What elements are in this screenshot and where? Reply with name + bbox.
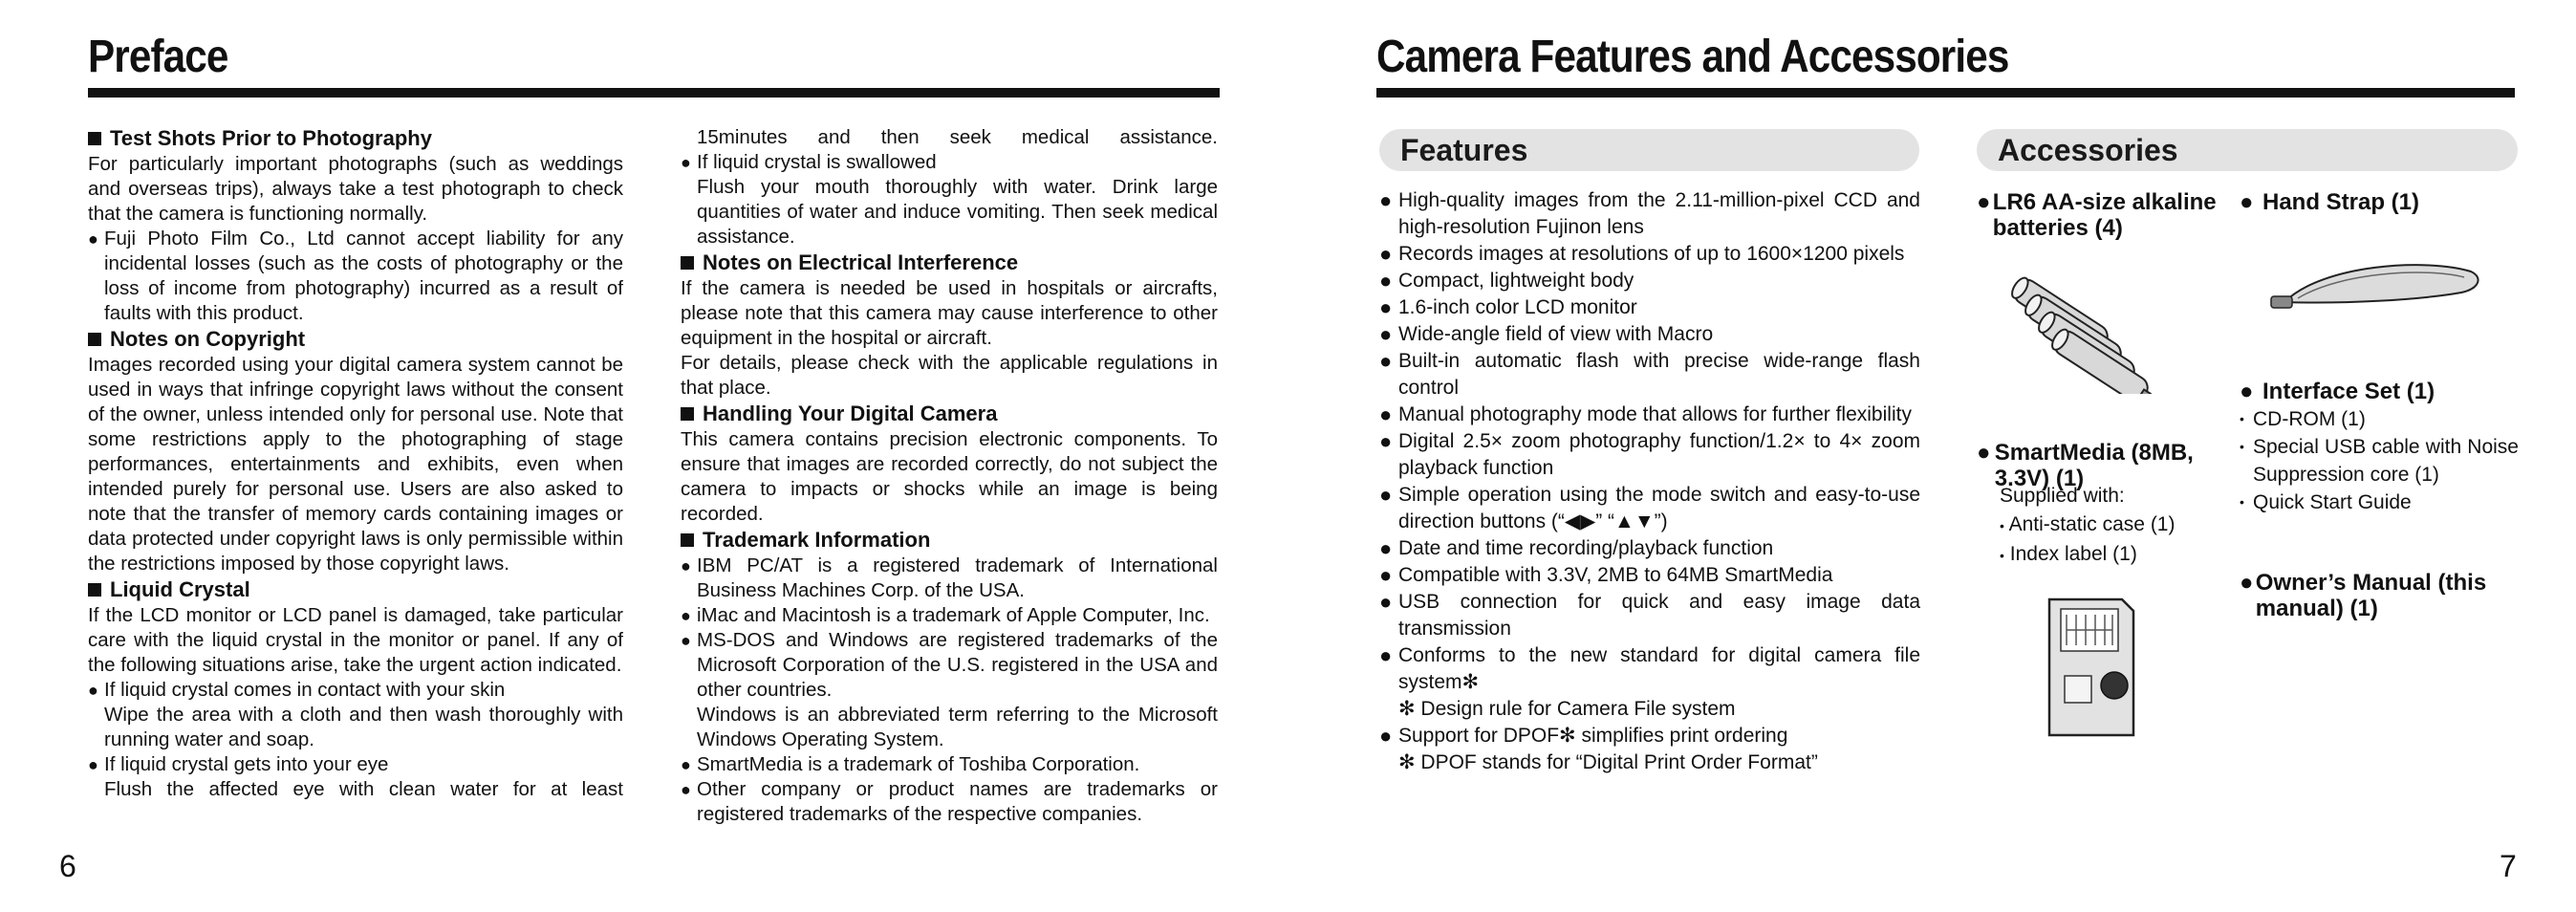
dot-bullet-icon: ● xyxy=(88,229,98,249)
paragraph: Wipe the area with a cloth and then wash thoroughly with running water and soap. xyxy=(104,704,623,750)
feature-note: ✻ DPOF stands for “Digital Print Order Format” xyxy=(1398,751,1818,773)
accessory-owners-manual: ● Owner’s Manual (this manual) (1) xyxy=(2240,570,2487,621)
dot-bullet-icon: ● xyxy=(88,681,98,700)
batteries-illustration xyxy=(2007,270,2170,394)
dot-bullet-icon: ● xyxy=(1379,242,1393,266)
section-heading-trademark: Trademark Information xyxy=(681,527,1218,554)
feature-item: ● Compatible with 3.3V, 2MB to 64MB SmartMedia xyxy=(1379,563,1833,587)
feature-item: ● Built-in automatic flash with precise wide-range flash control xyxy=(1379,348,1920,402)
paragraph: 15minutes and then seek medical assistance. xyxy=(697,126,1218,148)
square-bullet-icon xyxy=(681,256,694,270)
title-rule-left xyxy=(88,88,1220,98)
feature-item: ● Records images at resolutions of up to 1600×1200 pixels xyxy=(1379,242,1905,266)
square-bullet-icon xyxy=(681,407,694,421)
list-item: • Index label (1) xyxy=(2000,543,2137,565)
dot-bullet-icon: ● xyxy=(681,780,691,799)
paragraph: Flush your mouth thoroughly with water. Drink large quantities of water and induce vomiting. Then seek medical assistance. xyxy=(697,176,1218,248)
list-item: ● If liquid crystal gets into your eye xyxy=(88,753,389,775)
feature-item: ● Conforms to the new standard for digital camera file system✻ xyxy=(1379,642,1920,696)
page-title-camera-features: Camera Features and Accessories xyxy=(1376,32,2009,82)
list-item: ● Other company or product names are trademarks or registered trademarks of the respective companies. xyxy=(681,778,1218,825)
dot-bullet-icon: ● xyxy=(1379,483,1393,507)
list-item: ● SmartMedia is a trademark of Toshiba Corporation. xyxy=(681,753,1140,775)
smartmedia-card-illustration xyxy=(2047,597,2135,737)
square-bullet-icon xyxy=(88,132,101,145)
section-heading-copyright: Notes on Copyright xyxy=(88,326,623,353)
dot-bullet-icon: ● xyxy=(1379,188,1393,212)
list-item: ● If liquid crystal comes in contact with your skin xyxy=(88,679,506,701)
list-item: ● Fuji Photo Film Co., Ltd cannot accept liability for any incidental losses (such as the costs of photography or the loss of income from photography) incurred as a result of faults with this product. xyxy=(88,228,623,324)
accessory-hand-strap: ● Hand Strap (1) xyxy=(2240,189,2420,215)
dot-bullet-icon: ● xyxy=(1379,429,1393,453)
dot-bullet-icon: ● xyxy=(2240,379,2254,404)
dot-bullet-icon: ● xyxy=(1379,402,1393,426)
dot-bullet-icon: ● xyxy=(1379,349,1393,373)
feature-item: ● Support for DPOF✻ simplifies print ordering xyxy=(1379,724,1788,748)
dot-bullet-icon: ● xyxy=(1977,189,1991,215)
section-heading-liquid-crystal: Liquid Crystal xyxy=(88,576,623,603)
dot-bullet-icon: • xyxy=(2000,548,2004,563)
paragraph: If the LCD monitor or LCD panel is damaged, take particular care with the liquid crystal in the monitor or panel. If any of the following situations arise, take the urgent action indicated. xyxy=(88,604,623,676)
hand-strap-illustration xyxy=(2265,254,2485,315)
list-item: • Anti-static case (1) xyxy=(2000,513,2176,535)
paragraph: This camera contains precision electronic components. To ensure that images are recorded correctly, do not subject the camera to impacts or shocks while an image is being recorded. xyxy=(681,428,1218,525)
page-number-right: 7 xyxy=(2500,849,2517,883)
list-item: ● iMac and Macintosh is a trademark of Apple Computer, Inc. xyxy=(681,604,1210,626)
feature-item: ● Date and time recording/playback function xyxy=(1379,536,1774,560)
interface-set-contents xyxy=(2240,405,2519,516)
feature-item: ● High-quality images from the 2.11-million-pixel CCD and high-resolution Fujinon lens xyxy=(1379,187,1920,241)
title-rule-right xyxy=(1376,88,2515,98)
feature-item: ● Manual photography mode that allows for further flexibility xyxy=(1379,402,1912,426)
feature-item: ● Compact, lightweight body xyxy=(1379,269,1634,293)
section-heading-electrical: Notes on Electrical Interference xyxy=(681,250,1218,276)
square-bullet-icon xyxy=(88,583,101,597)
dot-bullet-icon: ● xyxy=(1379,269,1393,293)
dot-bullet-icon: ● xyxy=(1379,295,1393,319)
dot-bullet-icon: ● xyxy=(681,556,691,575)
features-list xyxy=(1379,187,1920,776)
supplied-with-label: Supplied with: xyxy=(2000,485,2125,507)
square-bullet-icon xyxy=(88,333,101,346)
dot-bullet-icon: ● xyxy=(1379,643,1393,667)
paragraph: Images recorded using your digital camera system cannot be used in ways that infringe copyright laws without the consent of the owner, unless intended only for personal use. Note that some restrictions apply to the photographing of stage performances, entertainments and exhibits, even when intended purely for personal use. Users are also asked to note that the transfer of memory cards containing images or data protected under copyright laws is only permissible within the restrictions imposed by those copyright laws. xyxy=(88,354,623,575)
feature-item: ● Wide-angle field of view with Macro xyxy=(1379,322,1714,346)
page-number-left: 6 xyxy=(59,849,76,883)
smartmedia-contents xyxy=(2000,482,2229,570)
accessories-heading: Accessories xyxy=(1977,129,2518,171)
list-item: ● IBM PC/AT is a registered trademark of International Business Machines Corp. of the USA. xyxy=(681,554,1218,601)
feature-item: ● Digital 2.5× zoom photography function/1.2× to 4× zoom playback function xyxy=(1379,428,1920,482)
accessory-smartmedia: ● SmartMedia (8MB, 3.3V) (1) xyxy=(1977,440,2194,491)
dot-bullet-icon: • xyxy=(2000,518,2004,533)
dot-bullet-icon: ● xyxy=(681,153,691,172)
paragraph: For details, please check with the applicable regulations in that place. xyxy=(681,352,1218,399)
accessory-interface-set: ● Interface Set (1) xyxy=(2240,379,2435,404)
dot-bullet-icon: ● xyxy=(1379,563,1393,587)
preface-column-2 xyxy=(681,125,1218,827)
dot-bullet-icon: ● xyxy=(681,755,691,774)
dot-bullet-icon: ● xyxy=(1379,536,1393,560)
dot-bullet-icon: ● xyxy=(681,631,691,650)
section-heading-test-shots: Test Shots Prior to Photography xyxy=(88,125,623,152)
dot-bullet-icon: ● xyxy=(681,606,691,625)
dot-bullet-icon: ● xyxy=(1977,440,1991,466)
paragraph: Windows is an abbreviated term referring to the Microsoft Windows Operating System. xyxy=(697,704,1218,750)
list-item: ● MS-DOS and Windows are registered trademarks of the Microsoft Corporation of the U.S. registered in the USA and other countries. xyxy=(681,629,1218,701)
list-item: ● If liquid crystal is swallowed xyxy=(681,151,937,173)
dot-bullet-icon: • xyxy=(2240,439,2244,454)
dot-bullet-icon: ● xyxy=(1379,724,1393,748)
dot-bullet-icon: ● xyxy=(2240,189,2254,215)
feature-note: ✻ Design rule for Camera File system xyxy=(1398,698,1736,720)
dot-bullet-icon: ● xyxy=(2240,570,2254,596)
feature-item: ● 1.6-inch color LCD monitor xyxy=(1379,295,1637,319)
list-item: • Special USB cable with Noise Suppression core (1) xyxy=(2240,433,2519,489)
feature-item: ● USB connection for quick and easy image data transmission xyxy=(1379,589,1920,642)
feature-item: ● Simple operation using the mode switch and easy-to-use direction buttons (“◀▶” “▲▼”) xyxy=(1379,482,1920,535)
preface-column-1 xyxy=(88,125,623,802)
square-bullet-icon xyxy=(681,533,694,547)
dot-bullet-icon: ● xyxy=(1379,590,1393,614)
dot-bullet-icon: • xyxy=(2240,411,2244,426)
list-item: • Quick Start Guide xyxy=(2240,489,2519,516)
list-item: • CD-ROM (1) xyxy=(2240,405,2519,433)
section-heading-handling: Handling Your Digital Camera xyxy=(681,401,1218,427)
dot-bullet-icon: ● xyxy=(88,755,98,774)
paragraph: Flush the affected eye with clean water for at least xyxy=(104,778,623,800)
features-heading: Features xyxy=(1379,129,1919,171)
dot-bullet-icon: ● xyxy=(1379,322,1393,346)
dot-bullet-icon: • xyxy=(2240,494,2244,510)
accessory-batteries: ● LR6 AA-size alkaline batteries (4) xyxy=(1977,189,2217,241)
paragraph: If the camera is needed be used in hospitals or aircrafts, please note that this camera may cause interference to other equipment in the hospital or aircraft. xyxy=(681,277,1218,349)
paragraph: For particularly important photographs (such as weddings and overseas trips), always take a test photograph to check that the camera is functioning normally. xyxy=(88,153,623,225)
page-title-preface: Preface xyxy=(88,32,228,82)
